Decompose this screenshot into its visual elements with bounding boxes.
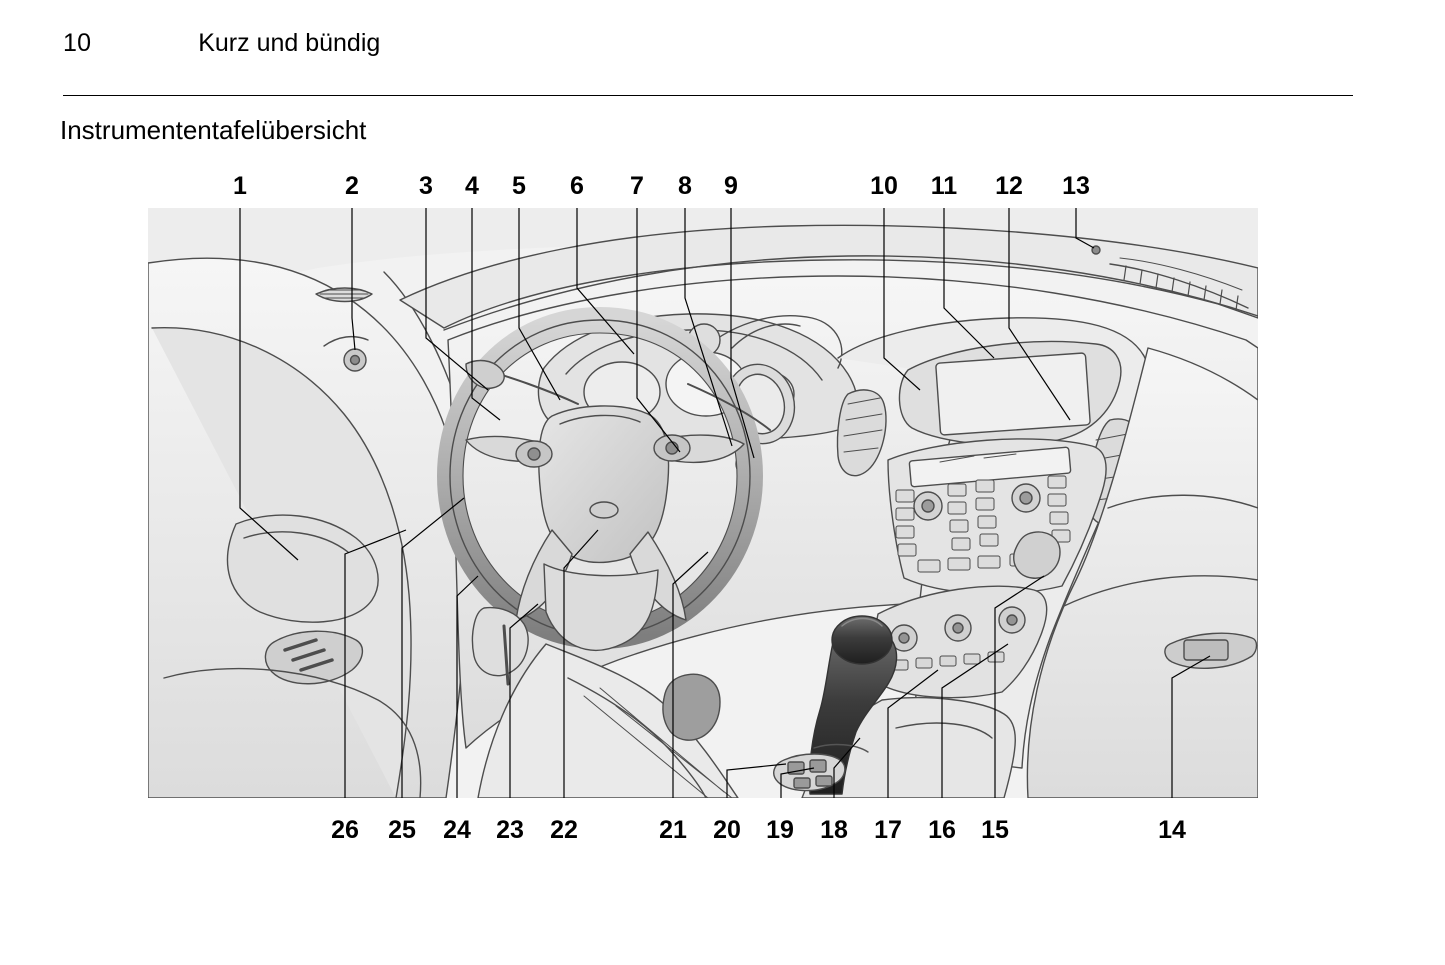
callout-number-1: 1 bbox=[233, 172, 247, 200]
callout-number-3: 3 bbox=[419, 172, 433, 200]
callout-number-8: 8 bbox=[678, 172, 692, 200]
instrument-panel-figure bbox=[60, 165, 1355, 860]
callout-number-14: 14 bbox=[1158, 816, 1186, 844]
callout-number-18: 18 bbox=[820, 816, 848, 844]
callout-number-22: 22 bbox=[550, 816, 578, 844]
callout-number-4: 4 bbox=[465, 172, 479, 200]
callout-number-15: 15 bbox=[981, 816, 1009, 844]
section-title: Instrumententafelübersicht bbox=[60, 115, 367, 145]
callout-number-6: 6 bbox=[570, 172, 584, 200]
callout-number-20: 20 bbox=[713, 816, 741, 844]
callout-number-13: 13 bbox=[1062, 172, 1090, 200]
header-divider bbox=[63, 95, 1353, 96]
callout-number-7: 7 bbox=[630, 172, 644, 200]
callout-row-bottom bbox=[60, 815, 1355, 845]
callout-number-25: 25 bbox=[388, 816, 416, 844]
dashboard-illustration bbox=[148, 208, 1258, 798]
callout-number-11: 11 bbox=[930, 172, 958, 200]
callout-number-10: 10 bbox=[870, 172, 898, 200]
page-number: 10 bbox=[63, 29, 92, 57]
page-header bbox=[63, 28, 1353, 58]
callout-number-2: 2 bbox=[345, 172, 359, 200]
callout-number-9: 9 bbox=[724, 172, 738, 200]
callout-number-16: 16 bbox=[928, 816, 956, 844]
callout-number-23: 23 bbox=[496, 816, 524, 844]
callout-number-24: 24 bbox=[443, 816, 471, 844]
callout-number-17: 17 bbox=[874, 816, 902, 844]
callout-row-top bbox=[60, 171, 1355, 201]
callout-number-12: 12 bbox=[995, 172, 1023, 200]
callout-number-21: 21 bbox=[659, 816, 687, 844]
callout-number-5: 5 bbox=[512, 172, 526, 200]
chapter-title: Kurz und bündig bbox=[198, 29, 381, 57]
callout-number-26: 26 bbox=[331, 816, 359, 844]
callout-number-19: 19 bbox=[766, 816, 794, 844]
